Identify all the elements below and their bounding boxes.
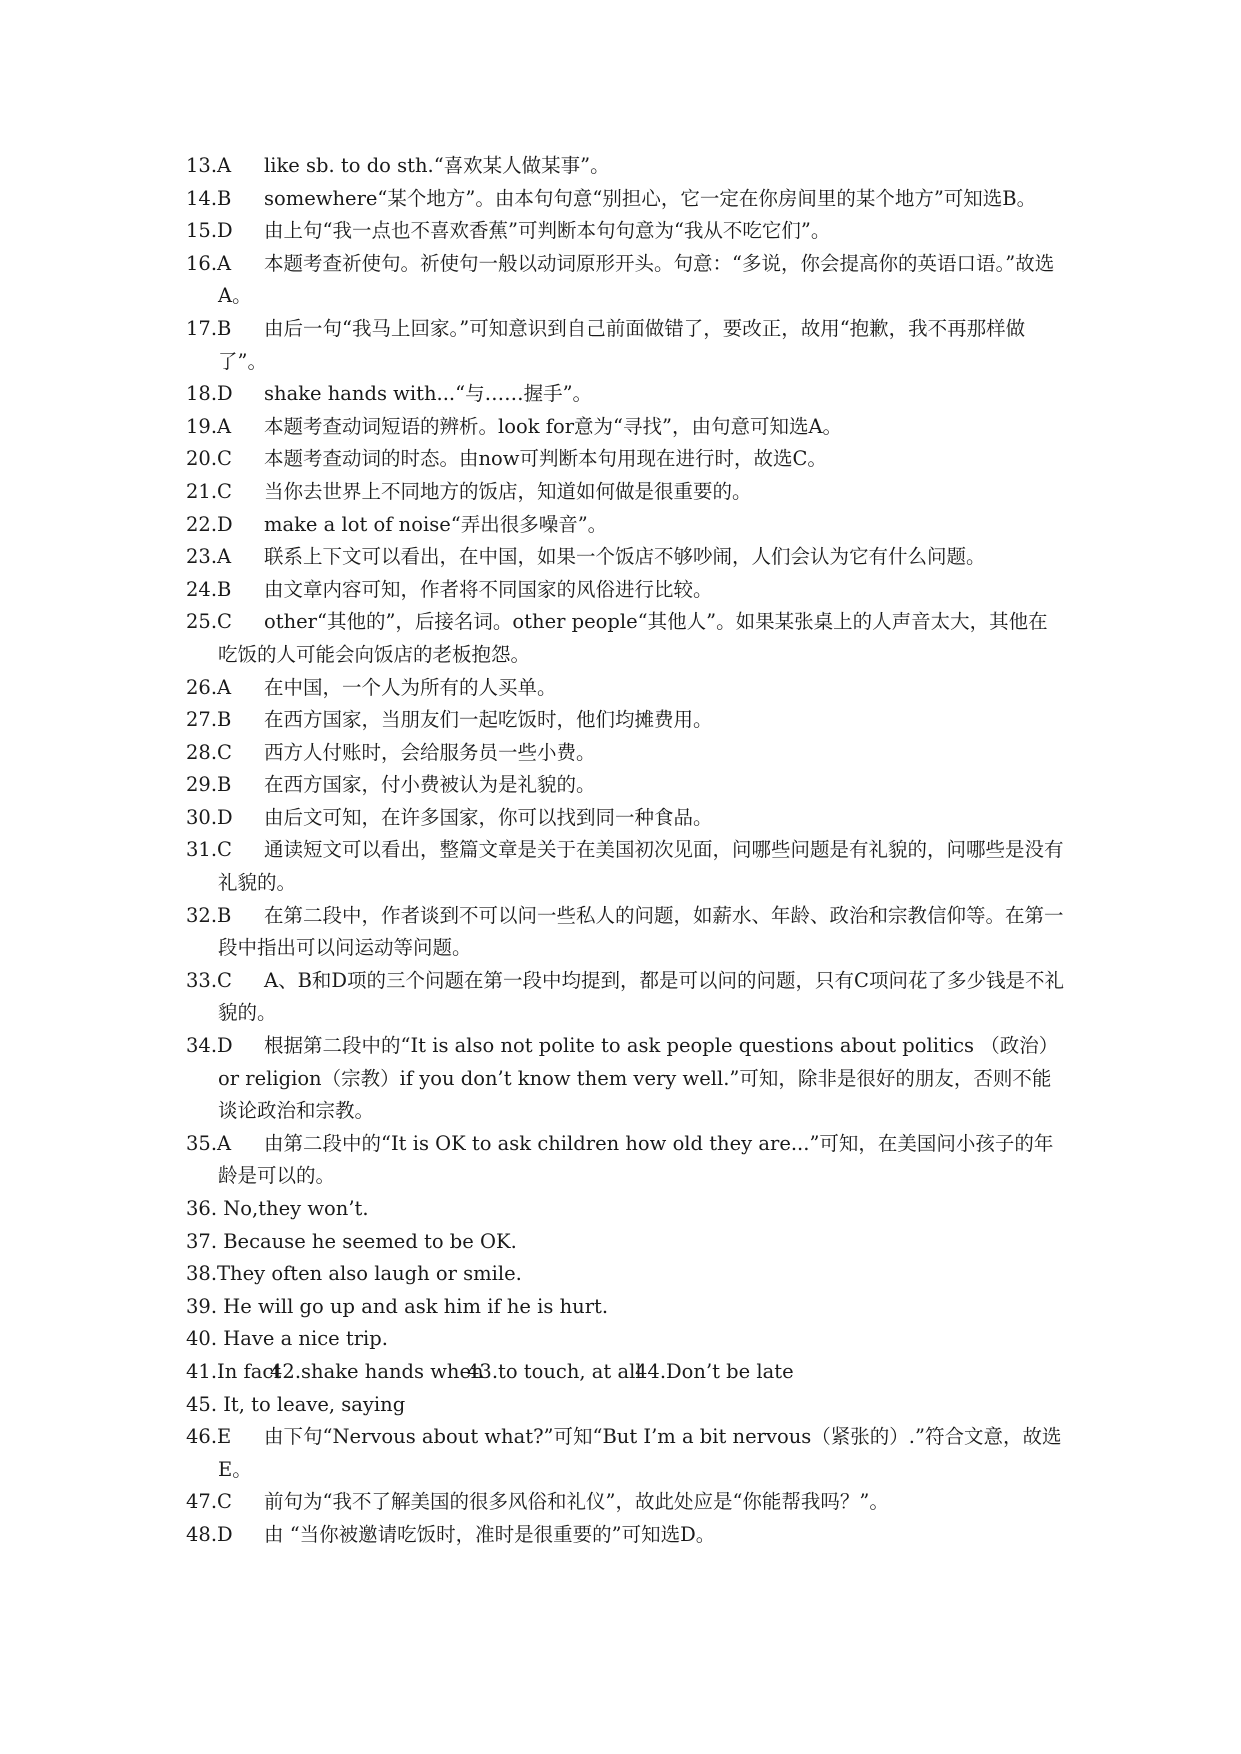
answer-item <box>186 150 1066 183</box>
answer-number: 28.C <box>186 740 232 764</box>
answer-explanation: 由后文可知，在许多国家，你可以找到同一种食品。 <box>264 805 713 829</box>
answer-explanation: 由文章内容可知，作者将不同国家的风俗进行比较。 <box>264 577 713 601</box>
answer-list-46-48 <box>186 1421 1066 1551</box>
answer-item <box>186 606 1066 671</box>
answer-explanation: 在第二段中，作者谈到不可以问一些私人的问题，如薪水、年龄、政治和宗教信仰等。在第一段中指出可以问运动等问题。 <box>218 903 1064 960</box>
answer-number: 14.B <box>186 186 232 210</box>
answer-42: 42.shake hands when <box>270 1359 484 1383</box>
answer-explanation: 在西方国家，当朋友们一起吃饭时，他们均摊费用。 <box>264 708 713 732</box>
answer-explanation: 在中国，一个人为所有的人买单。 <box>264 675 557 699</box>
answer-explanation: like sb. to do sth.“喜欢某人做某事”。 <box>264 154 610 177</box>
answer-number: 48.D <box>186 1522 233 1546</box>
answer-explanation: 由后一句“我马上回家。”可知意识到自己前面做错了，要改正，故用“抱歉，我不再那样做了”。 <box>218 316 1026 373</box>
answer-item <box>186 443 1066 476</box>
answer-explanation: 在西方国家，付小费被认为是礼貌的。 <box>264 773 596 797</box>
answer-line: 38.They often also laugh or smile. <box>186 1262 522 1286</box>
answer-explanation: 前句为“我不了解美国的很多风俗和礼仪”，故此处应是“你能帮我吗？”。 <box>264 1490 889 1514</box>
answer-item <box>186 215 1066 248</box>
answer-number: 20.C <box>186 447 232 471</box>
answer-item <box>186 1486 1066 1519</box>
answer-item <box>186 1030 1066 1128</box>
answer-explanation: make a lot of noise“弄出很多噪音”。 <box>264 512 608 536</box>
answer-number: 18.D <box>186 382 233 406</box>
answer-line: 37. Because he seemed to be OK. <box>186 1229 517 1253</box>
answer-list-13-35 <box>186 150 1066 1193</box>
answer-number: 33.C <box>186 968 232 992</box>
answer-explanation: 联系上下文可以看出，在中国，如果一个饭店不够吵闹，人们会认为它有什么问题。 <box>264 545 986 569</box>
answer-item <box>186 509 1066 542</box>
answer-number: 25.C <box>186 610 232 634</box>
answer-item <box>186 672 1066 705</box>
answer-explanation: 本题考查动词的时态。由now可判断本句用现在进行时，故选C。 <box>264 447 827 471</box>
answer-number: 23.A <box>186 545 232 569</box>
answer-number: 47.C <box>186 1490 232 1514</box>
answer-number: 15.D <box>186 219 233 243</box>
answer-number: 19.A <box>186 414 232 438</box>
answer-line: 39. He will go up and ask him if he is hurt. <box>186 1294 609 1318</box>
answer-43: 43.to touch, at all <box>467 1359 642 1383</box>
answer-number: 27.B <box>186 708 232 732</box>
answer-item <box>186 183 1066 216</box>
answer-item <box>186 965 1066 1030</box>
answer-item <box>186 769 1066 802</box>
answer-item <box>186 1421 1066 1486</box>
answer-explanation: 由下句“Nervous about what?”可知“But I’m a bit nervous（紧张的）.”符合文意，故选E。 <box>218 1425 1062 1481</box>
answer-key <box>186 150 1066 1552</box>
answer-item <box>186 313 1066 378</box>
answer-number: 32.B <box>186 903 232 927</box>
answer-item <box>186 704 1066 737</box>
answer-number: 31.C <box>186 838 232 862</box>
answer-explanation: 本题考查动词短语的辨析。look for意为“寻找”，由句意可知选A。 <box>264 414 843 438</box>
answer-number: 30.D <box>186 805 233 829</box>
answer-number: 24.B <box>186 577 232 601</box>
answer-number: 17.B <box>186 316 232 340</box>
answer-item <box>186 248 1066 313</box>
answer-explanation: 本题考查祈使句。祈使句一般以动词原形开头。句意：“多说，你会提高你的英语口语。”故选A。 <box>218 251 1055 308</box>
answer-number: 34.D <box>186 1034 233 1058</box>
answer-number: 22.D <box>186 512 233 536</box>
answer-line: 36. No,they won’t. <box>186 1197 369 1220</box>
answer-explanation: 由第二段中的“It is OK to ask children how old they are...”可知，在美国问小孩子的年龄是可以的。 <box>218 1131 1054 1188</box>
answer-item <box>186 1128 1066 1193</box>
answer-item <box>186 541 1066 574</box>
answer-number: 13.A <box>186 154 232 177</box>
answer-item <box>186 834 1066 899</box>
answer-item <box>186 411 1066 444</box>
answer-explanation: shake hands with...“与……握手”。 <box>264 382 593 406</box>
answer-item <box>186 802 1066 835</box>
answer-row-41-44 <box>186 1356 1066 1389</box>
answer-item <box>186 1519 1066 1552</box>
answer-item <box>186 378 1066 411</box>
answer-explanation: other“其他的”，后接名词。other people“其他人”。如果某张桌上的人声音太大，其他在吃饭的人可能会向饭店的老板抱怨。 <box>218 610 1048 666</box>
answer-number: 26.A <box>186 675 232 699</box>
answer-explanation: 通读短文可以看出，整篇文章是关于在美国初次见面，问哪些问题是有礼貌的，问哪些是没有礼貌的。 <box>218 838 1064 895</box>
answer-item <box>186 476 1066 509</box>
answer-item <box>186 737 1066 770</box>
answer-number: 29.B <box>186 773 232 797</box>
answer-explanation: 根据第二段中的“It is also not polite to ask people questions about politics （政治）or religion（宗教）if you don’t know them very well.”可知，除非是很好的朋友，否则不能谈论政治和宗教。 <box>218 1034 1059 1123</box>
answer-number: 21.C <box>186 479 232 503</box>
answer-explanation: somewhere“某个地方”。由本句句意“别担心，它一定在你房间里的某个地方”可知选B。 <box>264 186 1037 210</box>
answer-explanation: A、B和D项的三个问题在第一段中均提到，都是可以问的问题，只有C项问花了多少钱是不礼貌的。 <box>218 968 1064 1025</box>
answer-44: 44.Don’t be late <box>635 1359 794 1383</box>
answer-item <box>186 900 1066 965</box>
answer-explanation: 西方人付账时，会给服务员一些小费。 <box>264 740 596 764</box>
answer-explanation: 由上句“我一点也不喜欢香蕉”可判断本句句意为“我从不吃它们”。 <box>264 219 831 243</box>
answer-explanation: 由 “当你被邀请吃饭时，准时是很重要的”可知选D。 <box>264 1522 716 1546</box>
answer-41: 41.In fact <box>186 1359 282 1383</box>
answer-number: 16.A <box>186 251 232 275</box>
answer-number: 46.E <box>186 1425 232 1449</box>
answer-45: 45. It, to leave, saying <box>186 1392 406 1416</box>
answer-item <box>186 574 1066 607</box>
answer-list-36-40 <box>186 1193 1066 1356</box>
answer-line: 40. Have a nice trip. <box>186 1327 388 1351</box>
answer-number: 35.A <box>186 1131 232 1155</box>
answer-explanation: 当你去世界上不同地方的饭店，知道如何做是很重要的。 <box>264 479 752 503</box>
